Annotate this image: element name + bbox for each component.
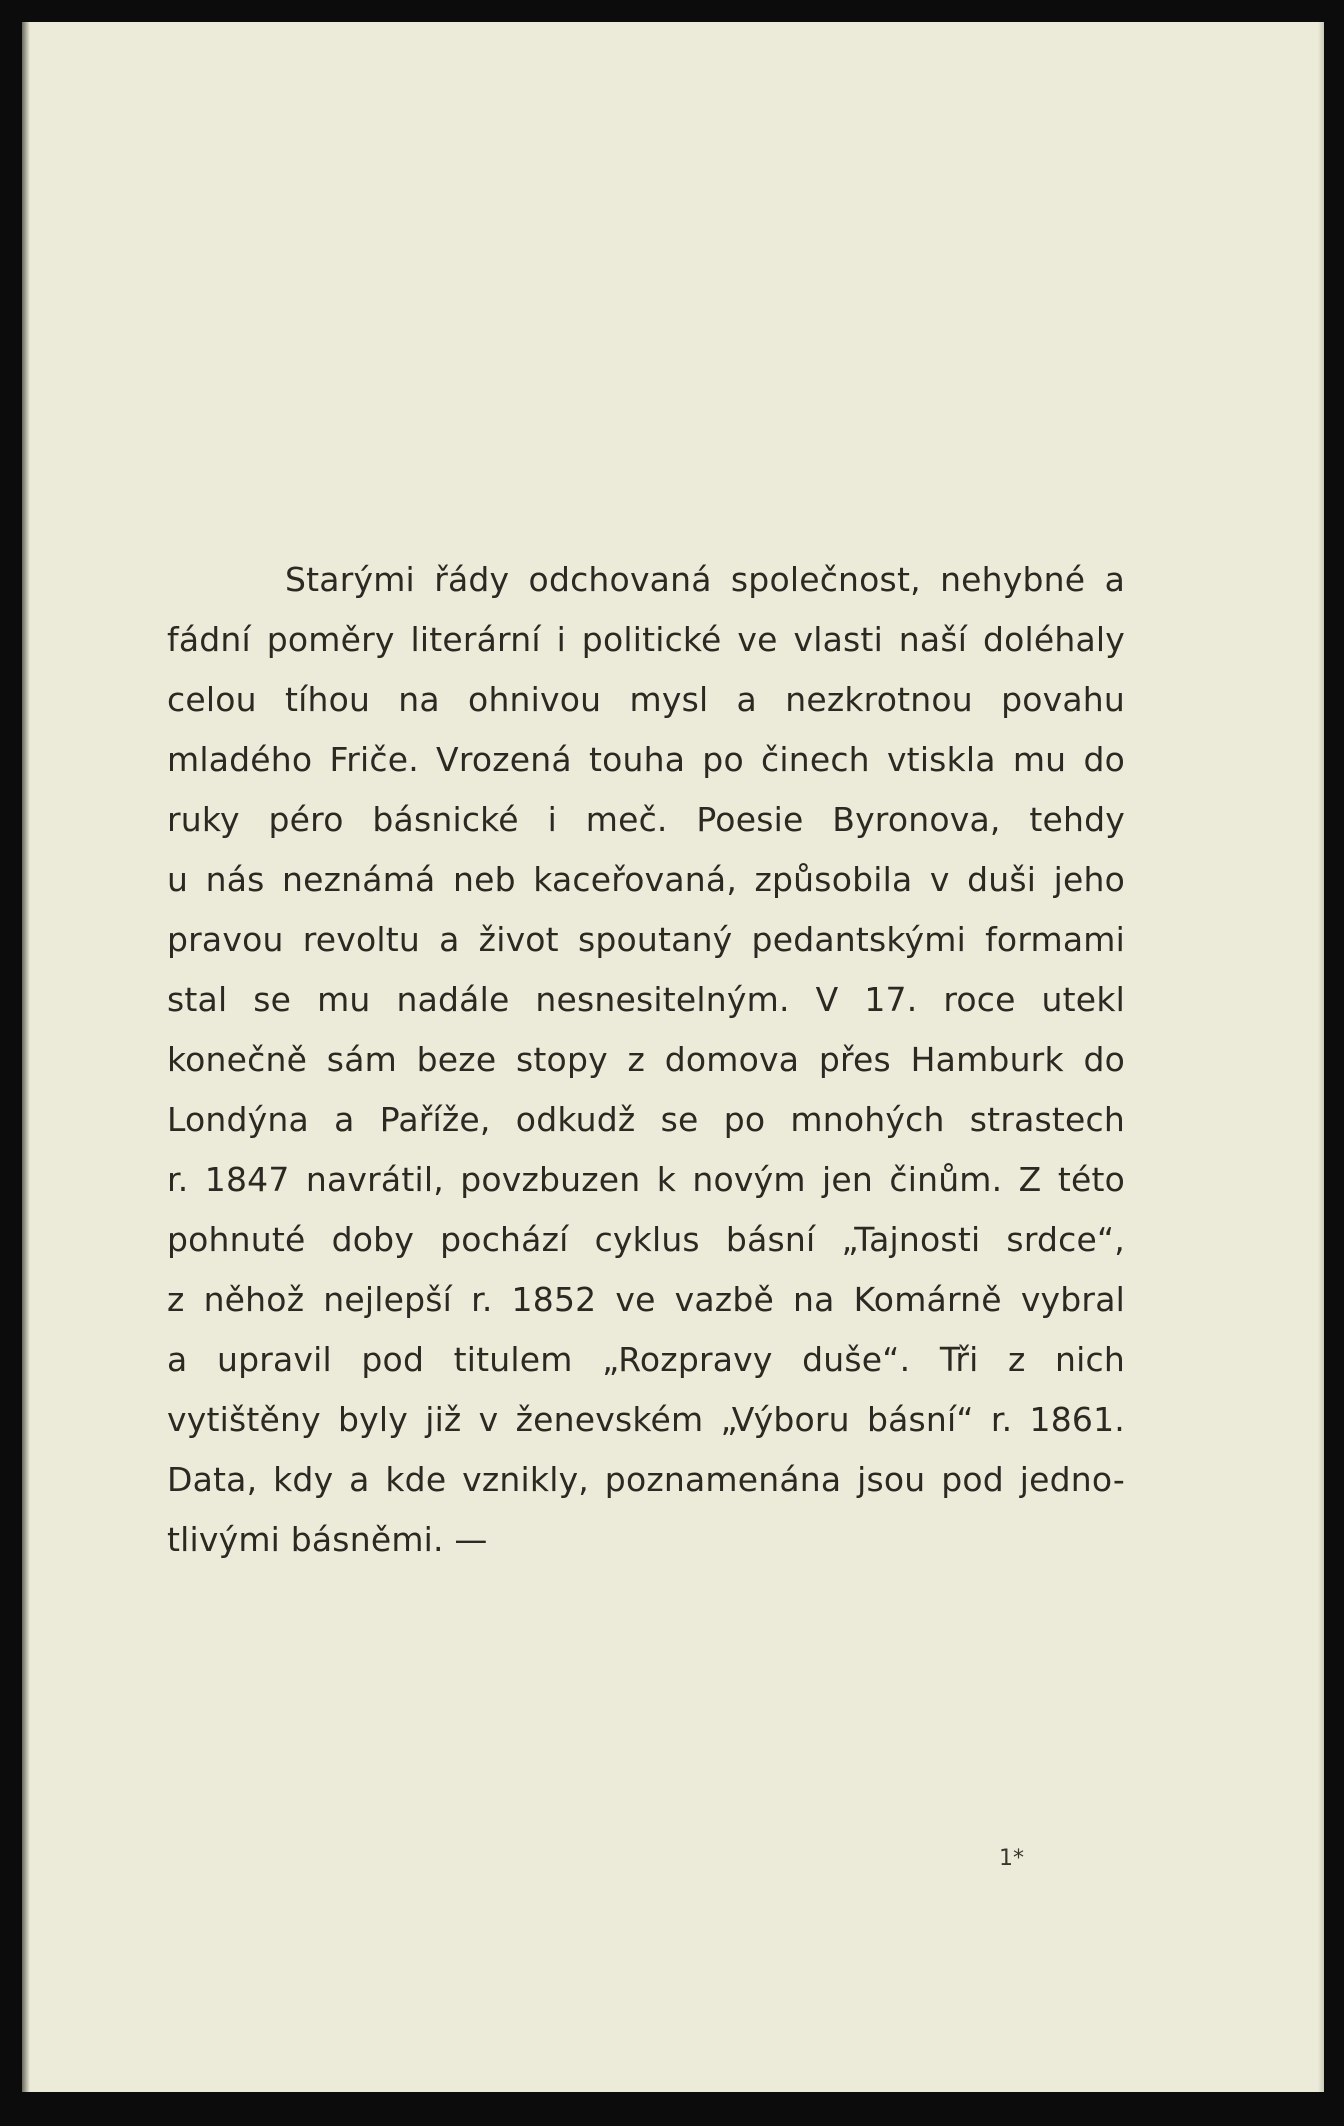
paragraph-line: mladého Friče. Vrozená touha po činech vtiskla mu do bbox=[167, 740, 1125, 779]
paragraph-line: Data, kdy a kde vznikly, poznamenána jsou pod jedno- bbox=[167, 1460, 1125, 1499]
signature-mark: 1* bbox=[999, 1846, 1024, 1871]
paragraph-line: ruky péro básnické i meč. Poesie Byronova, tehdy bbox=[167, 800, 1125, 839]
paragraph-line: z něhož nejlepší r. 1852 ve vazbě na Komárně vybral bbox=[167, 1280, 1125, 1319]
paragraph-line: a upravil pod titulem „Rozpravy duše“. Tři z nich bbox=[167, 1340, 1125, 1379]
paragraph-line: stal se mu nadále nesnesitelným. V 17. roce utekl bbox=[167, 980, 1125, 1019]
paragraph-line: pravou revoltu a život spoutaný pedantskými formami bbox=[167, 920, 1125, 959]
paragraph-line: Londýna a Paříže, odkudž se po mnohých strastech bbox=[167, 1100, 1125, 1139]
paragraph-line: vytištěny byly již v ženevském „Výboru básní“ r. 1861. bbox=[167, 1400, 1125, 1439]
body-paragraph bbox=[167, 550, 1125, 1570]
paragraph-line: celou tíhou na ohnivou mysl a nezkrotnou povahu bbox=[167, 680, 1125, 719]
paragraph-line: pohnuté doby pochází cyklus básní „Tajnosti srdce“, bbox=[167, 1220, 1125, 1259]
paragraph-line: Starými řády odchovaná společnost, nehybné a bbox=[285, 560, 1125, 599]
book-page bbox=[22, 22, 1324, 2092]
paragraph-line: u nás neznámá neb kaceřovaná, způsobila v duši jeho bbox=[167, 860, 1125, 899]
paragraph-line: tlivými básněmi. — bbox=[167, 1520, 488, 1559]
paragraph-line: r. 1847 navrátil, povzbuzen k novým jen činům. Z této bbox=[167, 1160, 1125, 1199]
paragraph-line: fádní poměry literární i politické ve vlasti naší doléhaly bbox=[167, 620, 1125, 659]
paragraph-line: konečně sám beze stopy z domova přes Hamburk do bbox=[167, 1040, 1125, 1079]
